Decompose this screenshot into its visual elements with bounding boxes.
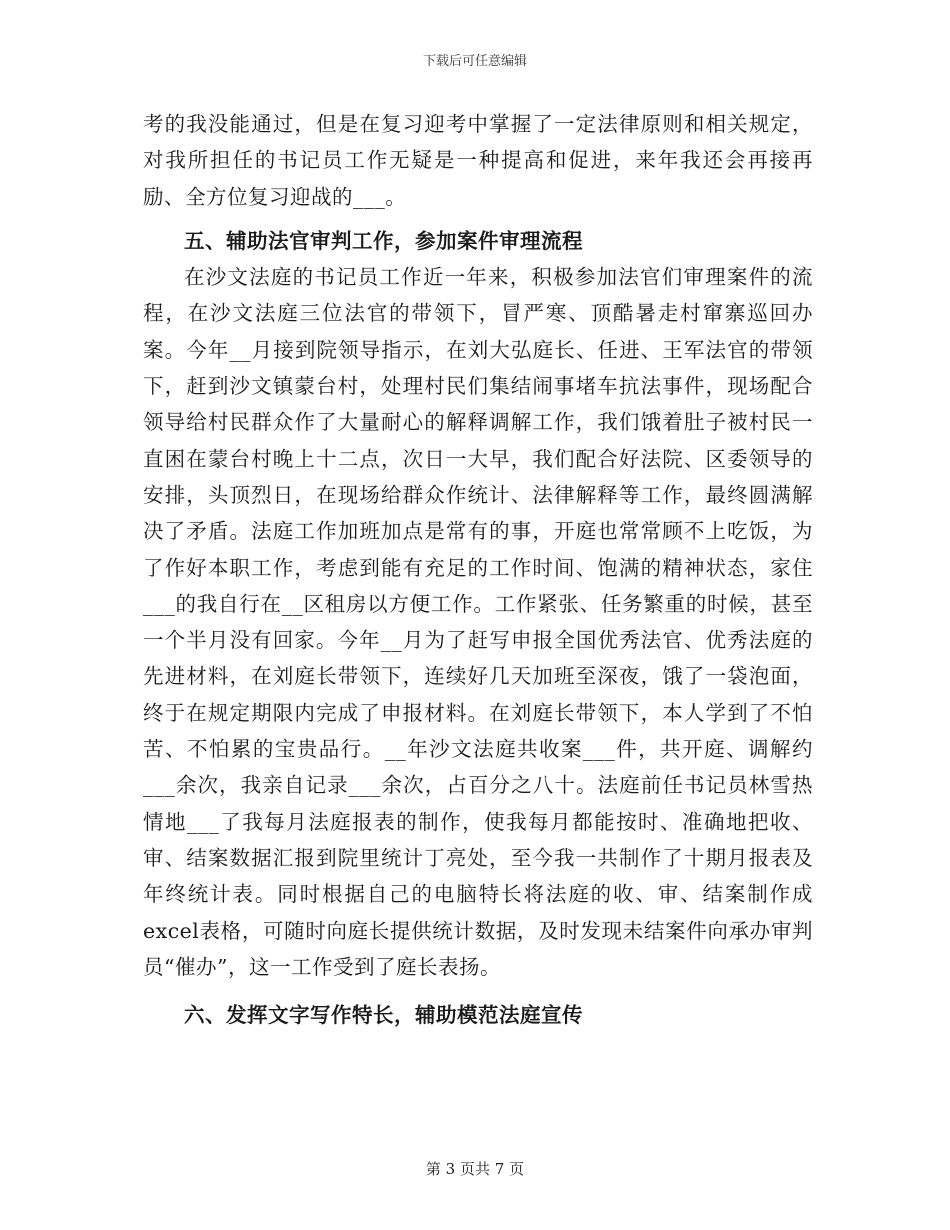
document-body (143, 106, 813, 1033)
section-heading-6: 六、发挥文字写作特长，辅助模范法庭宣传 (184, 1003, 583, 1028)
paragraph-main: 在沙文法庭的书记员工作近一年来，积极参加法官们审理案件的流程，在沙文法庭三位法官的带领下，冒严寒、顶酷暑走村窜寨巡回办案。今年__月接到院领导指示，在刘大弘庭长、任进、王军法官的带领下，赶到沙文镇蒙台村，处理村民们集结闹事堵车抗法事件，现场配合领导给村民群众作了大量耐心的解释调解工作，我们饿着肚子被村民一直困在蒙台村晚上十二点，次日一大早，我们配合好法院、区委领导的安排，头顶烈日，在现场给群众作统计、法律解释等工作，最终圆满解决了矛盾。法庭工作加班加点是常有的事，开庭也常常顾不上吃饭，为了作好本职工作，考虑到能有充足的工作时间、饱满的精神状态，家住___的我自行在__区租房以方便工作。工作紧张、任务繁重的时候，甚至一个半月没有回家。今年__月为了赶写申报全国优秀法官、优秀法庭的先进材料，在刘庭长带领下，连续好几天加班至深夜，饿了一袋泡面，终于在规定期限内完成了申报材料。在刘庭长带领下，本人学到了不怕苦、不怕累的宝贵品行。__年沙文法庭共收案___件，共开庭、调解约___余次，我亲自记录___余次，占百分之八十。法庭前任书记员林雪热情地___了我每月法庭报表的制作，使我每月都能按时、准确地把收、审、结案数据汇报到院里统计丁亮处，至今我一共制作了十期月报表及年终统计表。同时根据自己的电脑特长将法庭的收、审、结案制作成excel表格，可随时向庭长提供统计数据，及时发现未结案件向承办审判员“催办”，这一工作受到了庭长表扬。 (143, 265, 813, 979)
page-header: 下载后可任意编辑 (422, 54, 527, 69)
section-heading-5: 五、辅助法官审判工作，参加案件审理流程 (184, 228, 583, 253)
page-footer: 第 3 页共 7 页 (425, 1160, 525, 1178)
paragraph-continuation: 考的我没能通过，但是在复习迎考中掌握了一定法律原则和相关规定，对我所担任的书记员工作无疑是一种提高和促进，来年我还会再接再励、全方位复习迎战的___。 (143, 112, 813, 209)
